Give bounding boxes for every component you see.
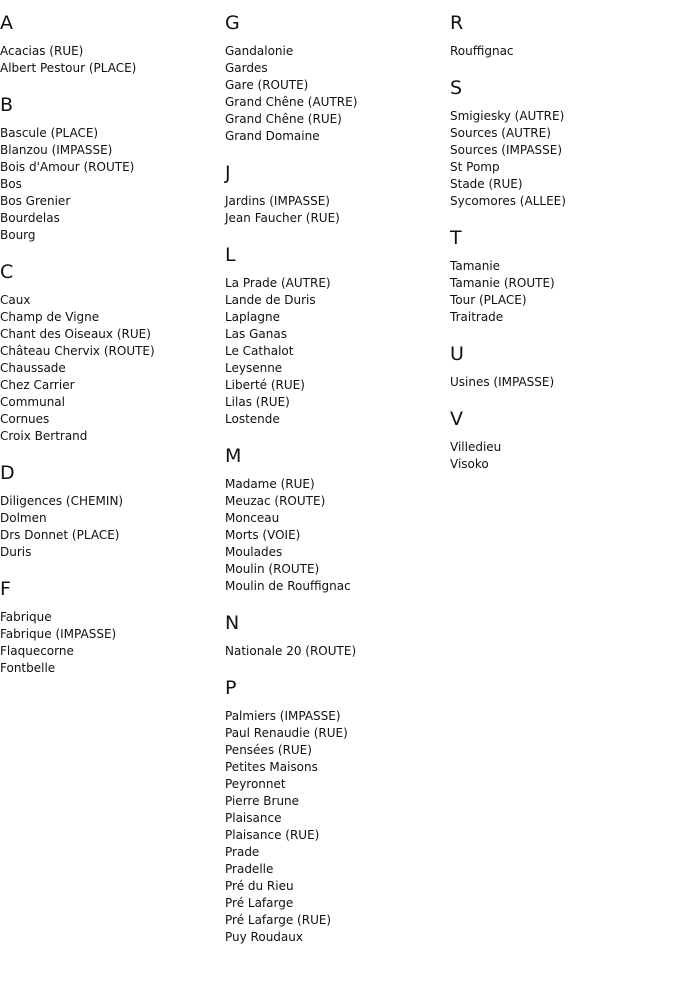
street-link[interactable]: Jardins (IMPASSE) <box>225 194 330 208</box>
street-link[interactable]: Peyronnet <box>225 777 286 791</box>
section-letter-heading: L <box>225 244 236 266</box>
street-link[interactable]: Diligences (CHEMIN) <box>0 494 124 508</box>
street-link[interactable]: Drs Donnet (PLACE) <box>0 528 120 542</box>
street-list <box>225 708 445 946</box>
street-link[interactable]: Petites Maisons <box>225 760 318 774</box>
street-link[interactable]: Paul Renaudie (RUE) <box>225 726 348 740</box>
street-link[interactable]: Sources (IMPASSE) <box>450 143 563 157</box>
street-link[interactable]: Fabrique <box>0 610 52 624</box>
street-link[interactable]: Fontbelle <box>0 661 56 675</box>
street-index-column-2 <box>225 12 445 963</box>
section-letter-heading: F <box>0 578 11 600</box>
street-link[interactable]: Cornues <box>0 412 50 426</box>
street-list <box>450 43 670 60</box>
street-link[interactable]: Communal <box>0 395 65 409</box>
street-link[interactable]: Moulin (ROUTE) <box>225 562 320 576</box>
street-link[interactable]: Bourg <box>0 228 36 242</box>
street-link[interactable]: Leysenne <box>225 361 283 375</box>
street-link[interactable]: Fabrique (IMPASSE) <box>0 627 117 641</box>
letter-section <box>225 244 445 428</box>
section-letter-heading: P <box>225 677 237 699</box>
street-link[interactable]: Pierre Brune <box>225 794 300 808</box>
street-link[interactable]: Bascule (PLACE) <box>0 126 99 140</box>
street-link[interactable]: Bos Grenier <box>0 194 71 208</box>
street-link[interactable]: Caux <box>0 293 31 307</box>
letter-section <box>0 261 220 445</box>
street-link[interactable]: Nationale 20 (ROUTE) <box>225 644 357 658</box>
street-list <box>225 193 445 227</box>
street-link[interactable]: Bois d'Amour (ROUTE) <box>0 160 135 174</box>
street-link[interactable]: Flaquecorne <box>0 644 74 658</box>
street-link[interactable]: Morts (VOIE) <box>225 528 301 542</box>
section-letter-heading: U <box>450 343 464 365</box>
section-letter-heading: B <box>0 94 14 116</box>
street-list <box>450 374 670 391</box>
street-link[interactable]: Traitrade <box>450 310 504 324</box>
letter-section <box>0 462 220 561</box>
letter-section <box>0 578 220 677</box>
letter-section <box>0 94 220 244</box>
street-link[interactable]: Duris <box>0 545 32 559</box>
street-list <box>225 275 445 428</box>
street-link[interactable]: Gandalonie <box>225 44 294 58</box>
street-link[interactable]: Chaussade <box>0 361 66 375</box>
street-link[interactable]: Smigiesky (AUTRE) <box>450 109 565 123</box>
street-link[interactable]: Sources (AUTRE) <box>450 126 551 140</box>
street-list <box>0 493 220 561</box>
street-link[interactable]: Dolmen <box>0 511 47 525</box>
street-link[interactable]: Bos <box>0 177 22 191</box>
letter-section <box>450 408 670 473</box>
street-link[interactable]: Le Cathalot <box>225 344 294 358</box>
letter-section <box>0 12 220 77</box>
letter-section <box>225 612 445 660</box>
street-list <box>450 439 670 473</box>
street-list <box>0 609 220 677</box>
street-link[interactable]: Croix Bertrand <box>0 429 88 443</box>
street-link[interactable]: Chant des Oiseaux (RUE) <box>0 327 151 341</box>
street-link[interactable]: Acacias (RUE) <box>0 44 84 58</box>
street-link[interactable]: Monceau <box>225 511 280 525</box>
section-letter-heading: T <box>450 227 462 249</box>
street-link[interactable]: La Prade (AUTRE) <box>225 276 331 290</box>
street-link[interactable]: Chez Carrier <box>0 378 75 392</box>
street-link[interactable]: Bourdelas <box>0 211 60 225</box>
street-list <box>225 643 445 660</box>
street-link[interactable]: Albert Pestour (PLACE) <box>0 61 137 75</box>
street-link[interactable]: Lilas (RUE) <box>225 395 290 409</box>
section-letter-heading: J <box>225 162 231 184</box>
street-link[interactable]: Pensées (RUE) <box>225 743 312 757</box>
street-link[interactable]: Villedieu <box>450 440 502 454</box>
street-link[interactable]: Château Chervix (ROUTE) <box>0 344 155 358</box>
street-list <box>225 476 445 595</box>
section-letter-heading: G <box>225 12 240 34</box>
street-link[interactable]: Gardes <box>225 61 268 75</box>
street-link[interactable]: Tour (PLACE) <box>450 293 527 307</box>
letter-section <box>450 77 670 210</box>
street-link[interactable]: Blanzou (IMPASSE) <box>0 143 113 157</box>
street-list <box>225 43 445 145</box>
street-link[interactable]: Liberté (RUE) <box>225 378 305 392</box>
street-link[interactable]: Grand Chêne (RUE) <box>225 112 342 126</box>
section-letter-heading: R <box>450 12 464 34</box>
street-link[interactable]: Las Ganas <box>225 327 287 341</box>
street-list <box>0 125 220 244</box>
letter-section <box>225 162 445 227</box>
section-letter-heading: C <box>0 261 14 283</box>
street-link[interactable]: Lostende <box>225 412 280 426</box>
street-link[interactable]: Prade <box>225 845 260 859</box>
street-link[interactable]: Pré Lafarge <box>225 896 294 910</box>
street-link[interactable]: Lande de Duris <box>225 293 316 307</box>
letter-section <box>225 677 445 946</box>
section-letter-heading: D <box>0 462 15 484</box>
street-link[interactable]: Laplagne <box>225 310 280 324</box>
section-letter-heading: A <box>0 12 13 34</box>
street-link[interactable]: Meuzac (ROUTE) <box>225 494 326 508</box>
street-link[interactable]: St Pomp <box>450 160 500 174</box>
street-link[interactable]: Pré du Rieu <box>225 879 294 893</box>
section-letter-heading: N <box>225 612 240 634</box>
street-link[interactable]: Gare (ROUTE) <box>225 78 309 92</box>
street-link[interactable]: Champ de Vigne <box>0 310 100 324</box>
street-link[interactable]: Tamanie (ROUTE) <box>450 276 555 290</box>
street-link[interactable]: Sycomores (ALLEE) <box>450 194 566 208</box>
section-letter-heading: S <box>450 77 463 99</box>
street-link[interactable]: Grand Domaine <box>225 129 320 143</box>
section-letter-heading: M <box>225 445 242 467</box>
street-link[interactable]: Puy Roudaux <box>225 930 303 944</box>
street-list <box>450 258 670 326</box>
street-link[interactable]: Moulades <box>225 545 283 559</box>
street-link[interactable]: Moulin de Rouffignac <box>225 579 351 593</box>
street-link[interactable]: Visoko <box>450 457 489 471</box>
letter-section <box>225 12 445 145</box>
street-link[interactable]: Palmiers (IMPASSE) <box>225 709 341 723</box>
street-link[interactable]: Pradelle <box>225 862 274 876</box>
street-link[interactable]: Rouffignac <box>450 44 514 58</box>
street-link[interactable]: Pré Lafarge (RUE) <box>225 913 332 927</box>
street-list <box>450 108 670 210</box>
street-link[interactable]: Grand Chêne (AUTRE) <box>225 95 358 109</box>
street-link[interactable]: Jean Faucher (RUE) <box>225 211 340 225</box>
street-index-column-3 <box>450 12 670 490</box>
letter-section <box>450 343 670 391</box>
street-link[interactable]: Plaisance (RUE) <box>225 828 320 842</box>
street-link[interactable]: Plaisance <box>225 811 282 825</box>
street-index-column-1 <box>0 12 220 694</box>
street-link[interactable]: Stade (RUE) <box>450 177 523 191</box>
street-link[interactable]: Madame (RUE) <box>225 477 315 491</box>
letter-section <box>450 227 670 326</box>
street-link[interactable]: Usines (IMPASSE) <box>450 375 555 389</box>
street-link[interactable]: Tamanie <box>450 259 501 273</box>
street-list <box>0 292 220 445</box>
letter-section <box>450 12 670 60</box>
street-list <box>0 43 220 77</box>
section-letter-heading: V <box>450 408 463 430</box>
letter-section <box>225 445 445 595</box>
